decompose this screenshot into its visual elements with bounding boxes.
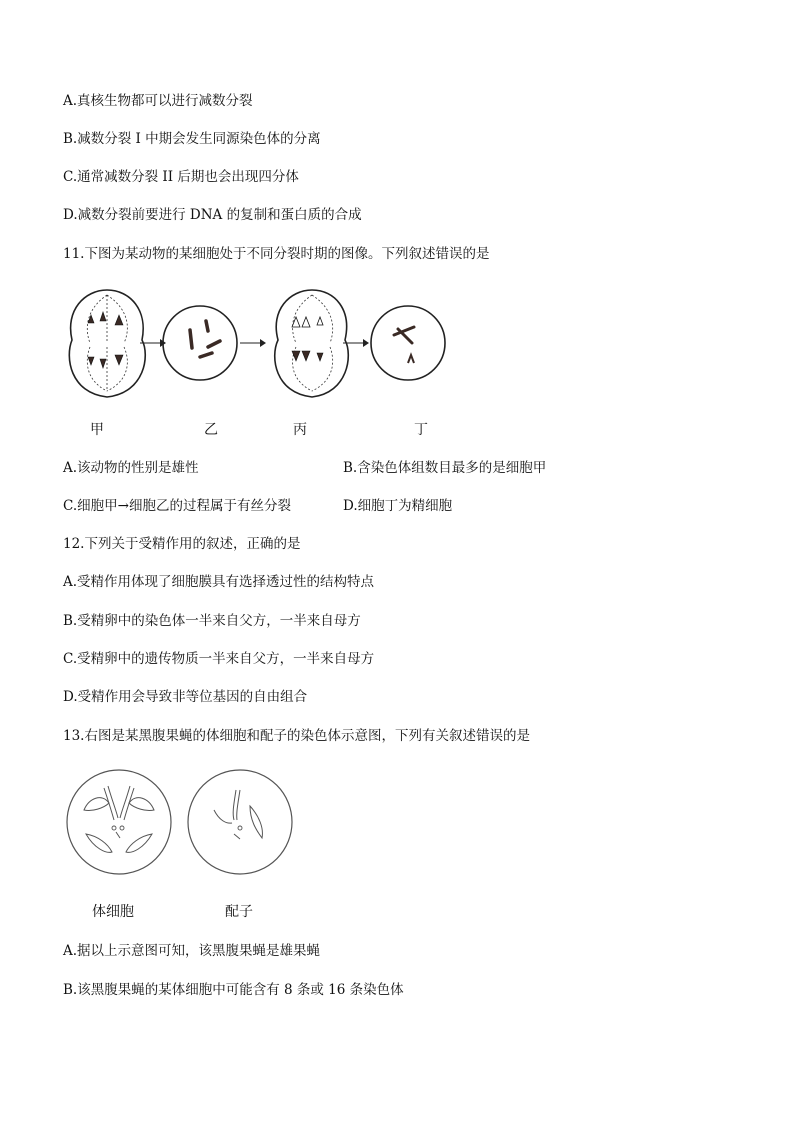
q11-label-yi: 乙 bbox=[204, 422, 218, 438]
q12-option-d: D.受精作用会导致非等位基因的自由组合 bbox=[63, 689, 308, 705]
q13-option-a: A.据以上示意图可知，该黑腹果蝇是雄果蝇 bbox=[63, 943, 321, 959]
q11-stem: 11.下图为某动物的某细胞处于不同分裂时期的图像。下列叙述错误的是 bbox=[63, 246, 490, 262]
q11-option-d: D.细胞丁为精细胞 bbox=[343, 498, 453, 514]
q13-chromosome-figure bbox=[64, 768, 299, 880]
q13-stem: 13.右图是某黑腹果蝇的体细胞和配子的染色体示意图，下列有关叙述错误的是 bbox=[63, 728, 530, 744]
q11-option-c: C.细胞甲→细胞乙的过程属于有丝分裂 bbox=[63, 498, 291, 514]
q13-option-b: B.该黑腹果蝇的某体细胞中可能含有 8 条或 16 条染色体 bbox=[63, 982, 404, 998]
q13-label-gamete: 配子 bbox=[225, 904, 253, 920]
q12-option-c: C.受精卵中的遗传物质一半来自父方，一半来自母方 bbox=[63, 651, 375, 667]
q11-cell-division-figure bbox=[60, 285, 450, 415]
q10-option-c: C.通常减数分裂 II 后期也会出现四分体 bbox=[63, 169, 299, 185]
q12-stem: 12.下列关于受精作用的叙述，正确的是 bbox=[63, 536, 301, 552]
q12-option-a: A.受精作用体现了细胞膜具有选择透过性的结构特点 bbox=[63, 574, 375, 590]
q13-label-body-cell: 体细胞 bbox=[92, 904, 134, 920]
q11-label-jia: 甲 bbox=[90, 422, 104, 438]
q10-option-a: A.真核生物都可以进行减数分裂 bbox=[63, 93, 253, 109]
q11-label-ding: 丁 bbox=[414, 422, 428, 438]
q11-option-a: A.该动物的性别是雄性 bbox=[63, 460, 199, 476]
q10-option-b: B.减数分裂 I 中期会发生同源染色体的分离 bbox=[63, 131, 321, 147]
q12-option-b: B.受精卵中的染色体一半来自父方，一半来自母方 bbox=[63, 613, 361, 629]
q10-option-d: D.减数分裂前要进行 DNA 的复制和蛋白质的合成 bbox=[63, 207, 362, 223]
q11-label-bing: 丙 bbox=[293, 422, 307, 438]
q11-option-b: B.含染色体组数目最多的是细胞甲 bbox=[343, 460, 547, 476]
